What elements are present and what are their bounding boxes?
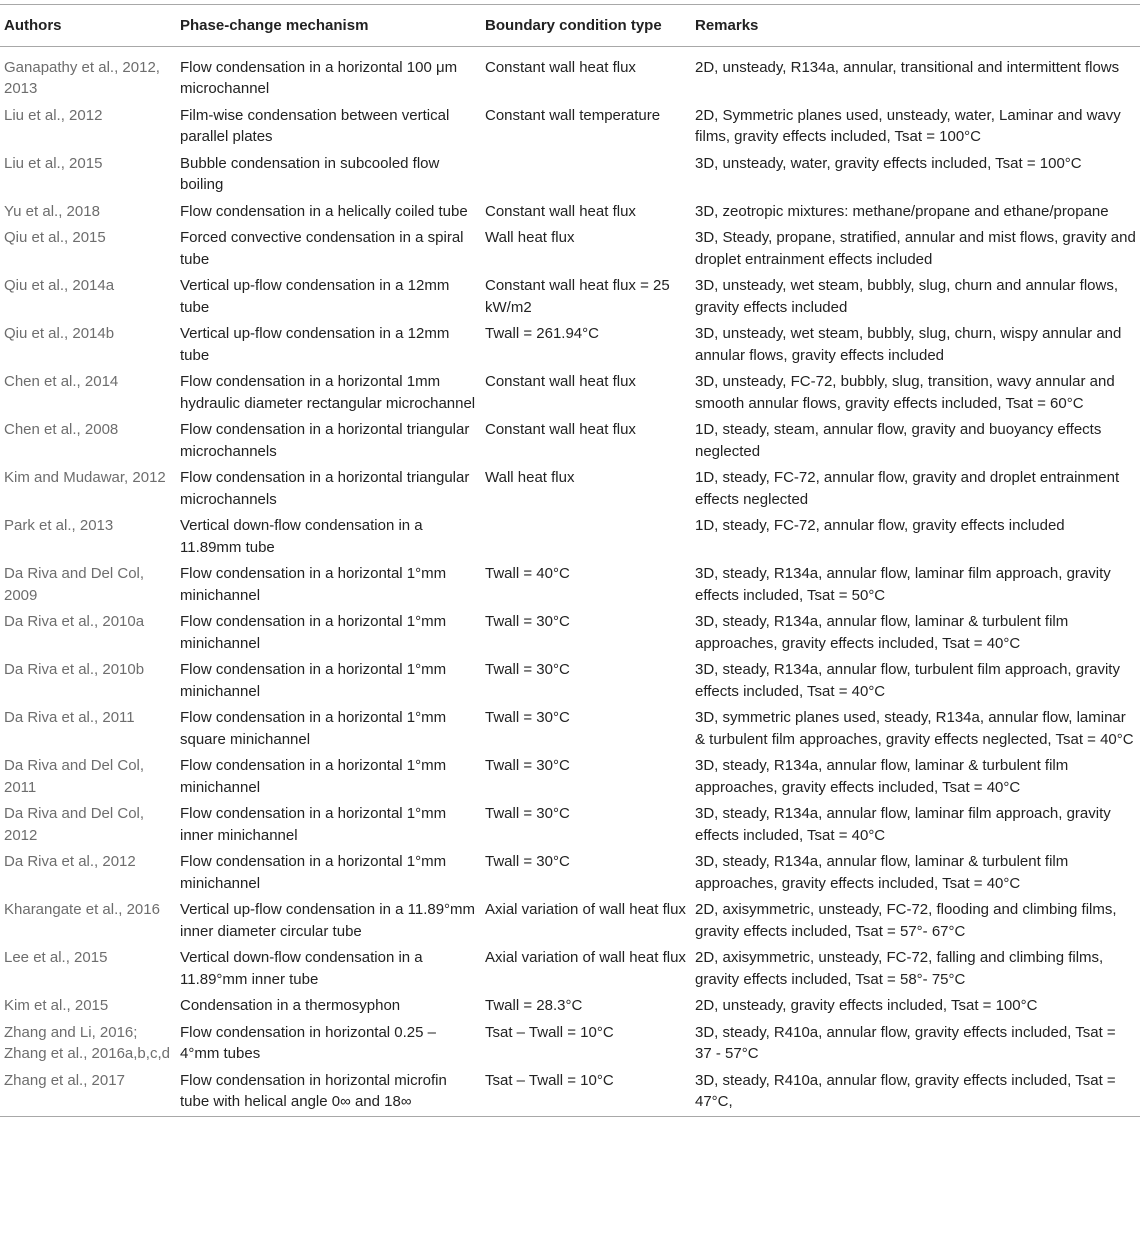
table-row (0, 417, 1140, 465)
table-row (0, 801, 1140, 849)
table-row (0, 103, 1140, 151)
cell-mechanism: Bubble condensation in subcooled flow boiling (180, 154, 440, 193)
cell-authors: Da Riva et al., 2010b (4, 661, 145, 678)
cell-boundary: Constant wall heat flux (485, 373, 636, 390)
cell-authors: Liu et al., 2015 (4, 154, 103, 172)
cell-mechanism: Condensation in a thermosyphon (180, 997, 401, 1014)
cell-boundary: Twall = 40°C (485, 565, 570, 582)
cell-remarks: 3D, unsteady, water, gravity effects included, Tsat = 100°C (695, 154, 1082, 172)
table-row (0, 46, 1140, 103)
table-row (0, 1020, 1140, 1068)
cell-remarks: 2D, unsteady, gravity effects included, Tsat = 100°C (695, 997, 1038, 1014)
cell-mechanism: Forced convective condensation in a spiral tube (180, 229, 464, 268)
cell-authors: Da Riva and Del Col, 2011 (4, 757, 145, 796)
cell-authors: Da Riva et al., 2010a (4, 613, 145, 630)
cell-boundary: Twall = 28.3°C (485, 997, 583, 1014)
cell-mechanism: Flow condensation in a horizontal 1°mm minichannel (180, 853, 447, 892)
cell-authors: Qiu et al., 2014b (4, 325, 115, 342)
cell-mechanism: Flow condensation in a horizontal 1°mm minichannel (180, 613, 447, 652)
table-row (0, 321, 1140, 369)
table-row (0, 849, 1140, 897)
cell-authors: Da Riva et al., 2011 (4, 709, 135, 726)
cell-mechanism: Vertical up-flow condensation in a 11.89°mm inner diameter circular tube (180, 901, 476, 940)
header-mechanism: Phase-change mechanism (180, 17, 369, 34)
cell-authors: Lee et al., 2015 (4, 949, 108, 966)
cell-authors: Kim et al., 2015 (4, 997, 109, 1014)
cell-remarks: 1D, steady, steam, annular flow, gravity and buoyancy effects neglected (695, 421, 1102, 460)
cell-boundary: Twall = 30°C (485, 613, 570, 630)
cell-boundary: Twall = 30°C (485, 853, 570, 870)
cell-authors: Da Riva et al., 2012 (4, 853, 136, 870)
cell-remarks: 3D, steady, R410a, annular flow, gravity effects included, Tsat = 47°C, (695, 1071, 1116, 1110)
table-row (0, 897, 1140, 945)
table-row (0, 369, 1140, 417)
cell-boundary (481, 151, 691, 199)
cell-boundary: Constant wall heat flux = 25 kW/m2 (485, 277, 670, 316)
cell-boundary: Twall = 30°C (485, 805, 570, 822)
cell-mechanism: Film-wise condensation between vertical parallel plates (180, 106, 450, 145)
cell-mechanism: Flow condensation in a horizontal 100 μm microchannel (180, 58, 458, 97)
cell-mechanism: Flow condensation in a horizontal 1°mm minichannel (180, 757, 447, 796)
cell-boundary: Tsat – Twall = 10°C (485, 1071, 614, 1089)
table-row (0, 561, 1140, 609)
cell-boundary: Tsat – Twall = 10°C (485, 1023, 614, 1041)
cell-mechanism: Flow condensation in horizontal 0.25 – 4°mm tubes (180, 1023, 436, 1062)
cell-remarks: 1D, steady, FC-72, annular flow, gravity effects included (695, 517, 1065, 534)
cell-remarks: 3D, Steady, propane, stratified, annular and mist flows, gravity and droplet entrainment effects included (695, 229, 1136, 268)
cell-boundary (481, 513, 691, 561)
cell-authors: Yu et al., 2018 (4, 202, 100, 220)
cell-authors: Chen et al., 2014 (4, 373, 119, 390)
cell-mechanism: Flow condensation in a horizontal 1°mm minichannel (180, 661, 447, 700)
table-row (0, 993, 1140, 1020)
cell-boundary: Twall = 30°C (485, 757, 570, 774)
cell-boundary: Axial variation of wall heat flux (485, 901, 686, 918)
cell-authors: Ganapathy et al., 2012, 2013 (4, 58, 160, 97)
cell-boundary: Constant wall heat flux (485, 421, 636, 438)
table-row (0, 273, 1140, 321)
table-row (0, 753, 1140, 801)
cell-authors: Kim and Mudawar, 2012 (4, 469, 166, 486)
cell-mechanism: Flow condensation in horizontal microfin tube with helical angle 0∞ and 18∞ (180, 1071, 447, 1110)
header-remarks: Remarks (695, 17, 759, 34)
cell-mechanism: Flow condensation in a horizontal 1°mm inner minichannel (180, 805, 447, 844)
cell-authors: Kharangate et al., 2016 (4, 901, 160, 918)
cell-remarks: 2D, axisymmetric, unsteady, FC-72, flooding and climbing films, gravity effects included, Tsat = 57°- 67°C (695, 901, 1117, 940)
table-row (0, 151, 1140, 199)
cell-mechanism: Vertical down-flow condensation in a 11.89°mm inner tube (180, 949, 423, 988)
table-header-row (0, 5, 1140, 47)
cell-mechanism: Vertical down-flow condensation in a 11.89mm tube (180, 517, 423, 556)
cell-authors: Da Riva and Del Col, 2012 (4, 805, 145, 844)
table-row (0, 705, 1140, 753)
cell-remarks: 3D, steady, R134a, annular flow, laminar & turbulent film approaches, gravity effects included, Tsat = 40°C (695, 853, 1069, 892)
cell-mechanism: Flow condensation in a horizontal 1°mm minichannel (180, 565, 447, 604)
data-table-container (0, 4, 1145, 1117)
cell-mechanism: Flow condensation in a horizontal triangular microchannels (180, 421, 470, 460)
cell-authors: Qiu et al., 2014a (4, 277, 115, 294)
cell-boundary: Axial variation of wall heat flux (485, 949, 686, 966)
table-row (0, 225, 1140, 273)
table-row (0, 609, 1140, 657)
cell-authors: Zhang and Li, 2016; Zhang et al., 2016a,b,c,d (4, 1023, 170, 1062)
cell-remarks: 3D, unsteady, wet steam, bubbly, slug, churn, wispy annular and annular flows, gravity effects included (695, 325, 1122, 364)
cell-authors: Liu et al., 2012 (4, 106, 103, 124)
table-row (0, 945, 1140, 993)
cell-boundary: Twall = 261.94°C (485, 325, 599, 342)
cell-boundary: Constant wall heat flux (485, 58, 636, 76)
cell-boundary: Wall heat flux (485, 469, 575, 486)
cell-boundary: Wall heat flux (485, 229, 575, 246)
cell-mechanism: Vertical up-flow condensation in a 12mm tube (180, 325, 450, 364)
cell-remarks: 1D, steady, FC-72, annular flow, gravity and droplet entrainment effects neglected (695, 469, 1120, 508)
cell-remarks: 2D, unsteady, R134a, annular, transitional and intermittent flows (695, 58, 1120, 76)
cell-remarks: 3D, steady, R410a, annular flow, gravity effects included, Tsat = 37 - 57°C (695, 1023, 1116, 1062)
cell-remarks: 3D, zeotropic mixtures: methane/propane and ethane/propane (695, 202, 1109, 220)
cell-remarks: 3D, unsteady, FC-72, bubbly, slug, transition, wavy annular and smooth annular flows, gravity effects included, Tsat = 60°C (695, 373, 1115, 412)
header-boundary: Boundary condition type (485, 17, 662, 34)
cell-mechanism: Flow condensation in a horizontal triangular microchannels (180, 469, 470, 508)
cell-mechanism: Flow condensation in a horizontal 1°mm square minichannel (180, 709, 447, 748)
condensation-studies-table (0, 4, 1140, 1117)
cell-remarks: 3D, steady, R134a, annular flow, turbulent film approach, gravity effects included, Tsat = 40°C (695, 661, 1120, 700)
cell-remarks: 3D, unsteady, wet steam, bubbly, slug, churn and annular flows, gravity effects included (695, 277, 1119, 316)
header-authors: Authors (4, 17, 62, 34)
table-row (0, 513, 1140, 561)
cell-mechanism: Vertical up-flow condensation in a 12mm tube (180, 277, 450, 316)
cell-mechanism: Flow condensation in a helically coiled tube (180, 202, 468, 220)
cell-authors: Zhang et al., 2017 (4, 1071, 125, 1089)
cell-authors: Park et al., 2013 (4, 517, 114, 534)
cell-boundary: Constant wall heat flux (485, 202, 636, 220)
cell-remarks: 2D, Symmetric planes used, unsteady, water, Laminar and wavy films, gravity effects included, Tsat = 100°C (695, 106, 1121, 145)
table-row (0, 1068, 1140, 1117)
cell-remarks: 3D, symmetric planes used, steady, R134a, annular flow, laminar & turbulent film approaches, gravity effects neglected, Tsat = 40°C (695, 709, 1134, 748)
cell-authors: Chen et al., 2008 (4, 421, 119, 438)
cell-remarks: 2D, axisymmetric, unsteady, FC-72, falling and climbing films, gravity effects included, Tsat = 58°- 75°C (695, 949, 1104, 988)
cell-authors: Qiu et al., 2015 (4, 229, 106, 246)
cell-remarks: 3D, steady, R134a, annular flow, laminar film approach, gravity effects included, Tsat = 40°C (695, 805, 1111, 844)
cell-authors: Da Riva and Del Col, 2009 (4, 565, 145, 604)
cell-remarks: 3D, steady, R134a, annular flow, laminar & turbulent film approaches, gravity effects included, Tsat = 40°C (695, 613, 1069, 652)
cell-remarks: 3D, steady, R134a, annular flow, laminar film approach, gravity effects included, Tsat = 50°C (695, 565, 1111, 604)
cell-boundary: Twall = 30°C (485, 661, 570, 678)
cell-mechanism: Flow condensation in a horizontal 1mm hydraulic diameter rectangular microchannel (180, 373, 476, 412)
cell-remarks: 3D, steady, R134a, annular flow, laminar & turbulent film approaches, gravity effects included, Tsat = 40°C (695, 757, 1069, 796)
cell-boundary: Constant wall temperature (485, 106, 661, 124)
table-row (0, 465, 1140, 513)
table-row (0, 657, 1140, 705)
cell-boundary: Twall = 30°C (485, 709, 570, 726)
table-row (0, 199, 1140, 226)
